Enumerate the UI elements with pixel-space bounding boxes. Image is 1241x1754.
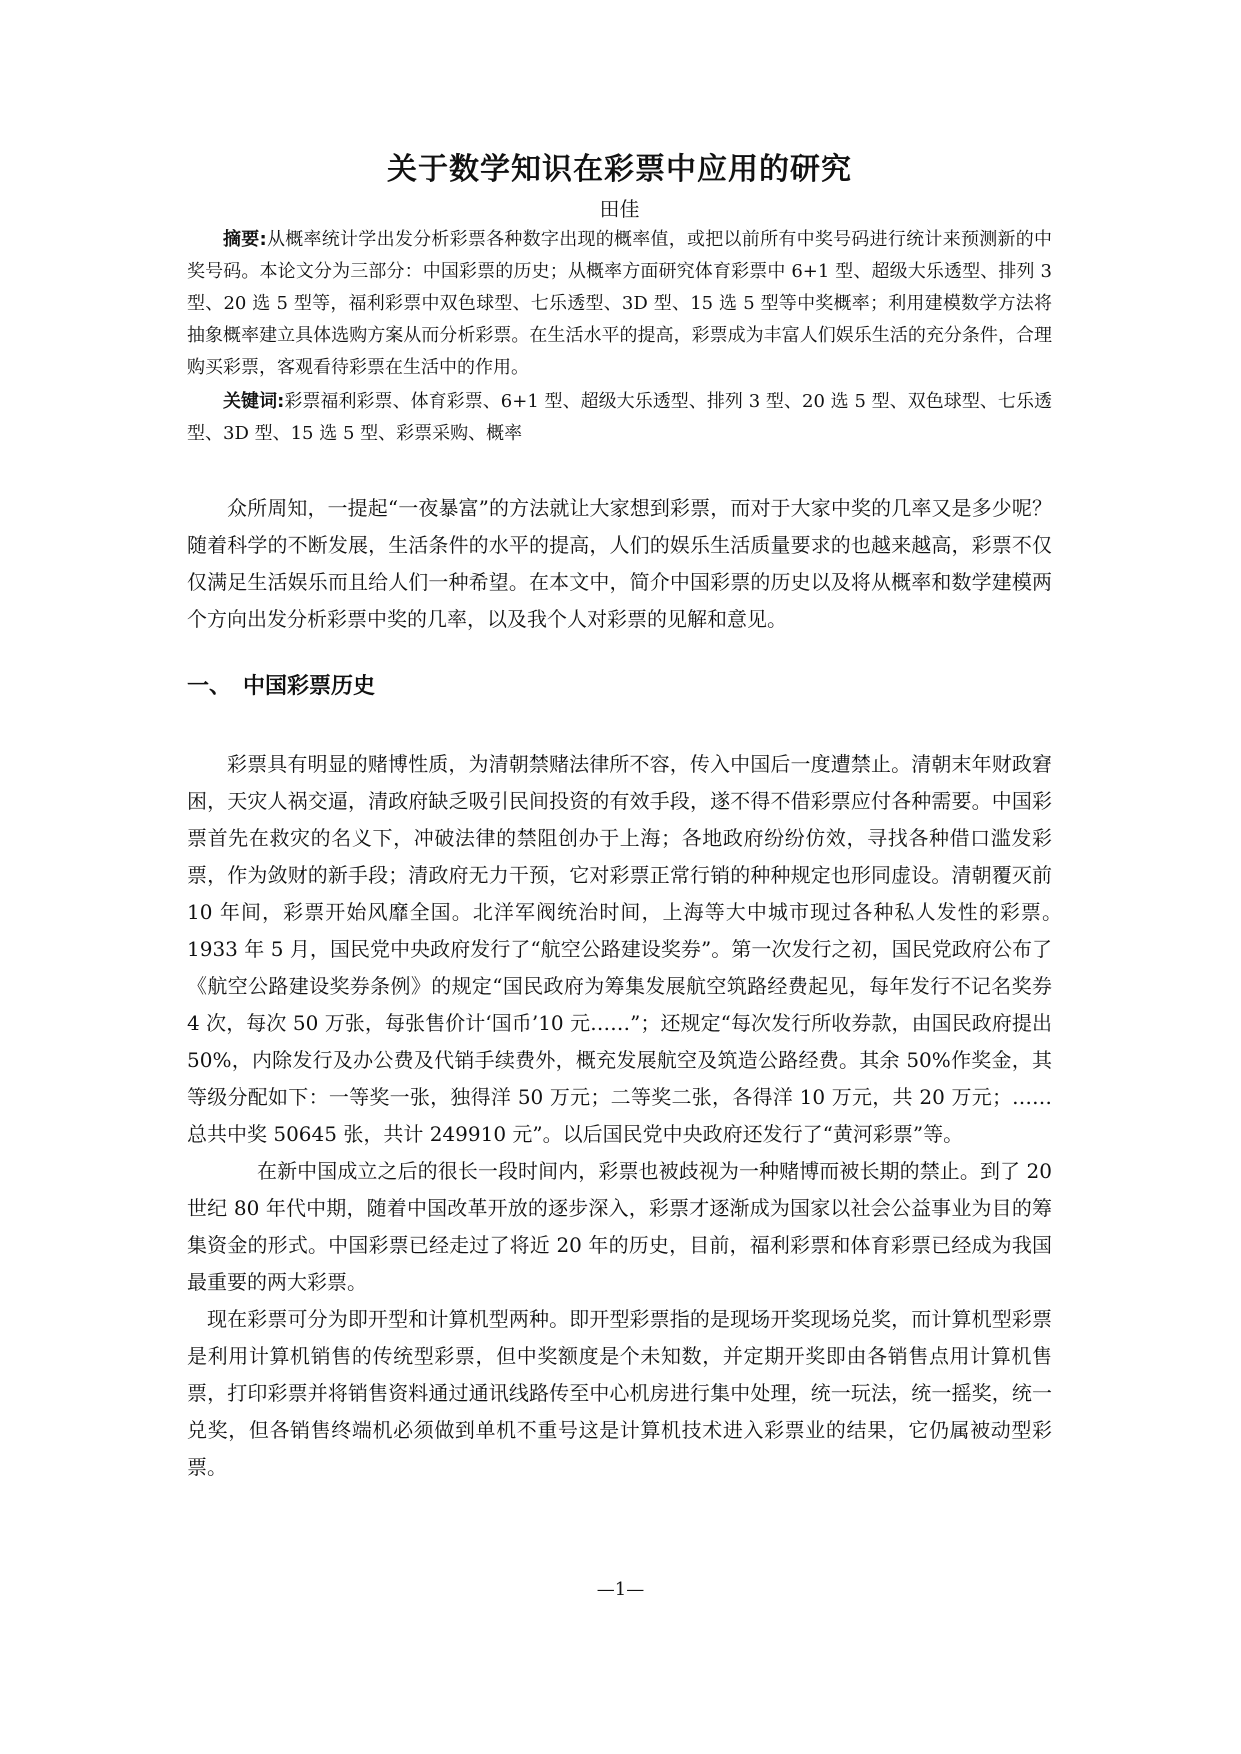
- section-heading: [187, 672, 1052, 702]
- page-number: —1—: [596, 1579, 645, 1600]
- abstract: [187, 224, 1052, 384]
- paper-title: 关于数学知识在彩票中应用的研究: [387, 152, 852, 187]
- paper-page: [187, 150, 1072, 1486]
- abstract-text: 从概率统计学出发分析彩票各种数字出现的概率值，或把以前所有中奖号码进行统计来预测新的中奖号码。本论文分为三部分：中国彩票的历史；从概率方面研究体育彩票中 6+1 型、超级大乐透型、排列 3 型、20 选 5 型等，福利彩票中双色球型、七乐透型、3D 型、15 选 5 型等中奖概率；利用建模数学方法将抽象概率建立具体选购方案从而分析彩票。在生活水平的提高，彩票成为丰富人们娱乐生活的充分条件，合理购买彩票，客观看待彩票在生活中的作用。: [187, 229, 1053, 378]
- section-paragraph: 彩票具有明显的赌博性质，为清朝禁赌法律所不容，传入中国后一度遭禁止。清朝末年财政窘困，天灾人祸交逼，清政府缺乏吸引民间投资的有效手段，遂不得不借彩票应付各种需要。中国彩票首先在救灾的名义下，冲破法律的禁阻创办于上海；各地政府纷纷仿效，寻找各种借口滥发彩票，作为敛财的新手段；清政府无力干预，它对彩票正常行销的种种规定也形同虚设。清朝覆灭前 10 年间，彩票开始风靡全国。北洋军阀统治时间，上海等大中城市现过各种私人发性的彩票。 1933 年 5 月，国民党中央政府发行了“航空公路建设奖券”。第一次发行之初，国民党政府公布了《航空公路建设奖券条例》的规定“国民政府为筹集发展航空筑路经费起见，每年发行不记名奖券 4 次，每次 50 万张，每张售价计‘国币’10 元……”；还规定“每次发行所收券款，由国民政府提出 50%，内除发行及办公费及代销手续费外，概充发展航空及筑造公路经费。其余 50%作奖金，其等级分配如下：一等奖一张，独得洋 50 万元；二等奖二张，各得洋 10 万元，共 20 万元；……总共中奖 50645 张，共计 249910 元”。以后国民党中央政府还发行了“黄河彩票”等。: [187, 752, 1072, 1146]
- keywords: [187, 386, 1052, 450]
- section-number: 一、: [187, 674, 232, 699]
- abstract-label: 摘要:: [223, 229, 267, 250]
- section-title: 中国彩票历史: [243, 674, 376, 699]
- section-paragraph: 在新中国成立之后的很长一段时间内，彩票也被歧视为一种赌博而被长期的禁止。到了 20 世纪 80 年代中期，随着中国改革开放的逐步深入，彩票才逐渐成为国家以社会公益事业为目的筹集资金的形式。中国彩票已经走过了将近 20 年的历史，目前，福利彩票和体育彩票已经成为我国最重要的两大彩票。: [187, 1159, 1052, 1294]
- section-paragraph: 现在彩票可分为即开型和计算机型两种。即开型彩票指的是现场开奖现场兑奖，而计算机型彩票是利用计算机销售的传统型彩票，但中奖额度是个未知数，并定期开奖即由各销售点用计算机售票，打印彩票并将销售资料通过通讯线路传至中心机房进行集中处理，统一玩法，统一摇奖，统一兑奖，但各销售终端机必须做到单机不重号这是计算机技术进入彩票业的结果，它仍属被动型彩票。: [187, 1307, 1052, 1479]
- keywords-label: 关键词:: [223, 391, 285, 412]
- author-name: 田佳: [599, 197, 640, 221]
- keywords-text: 彩票福利彩票、体育彩票、6+1 型、超级大乐透型、排列 3 型、20 选 5 型、双色球型、七乐透型、3D 型、15 选 5 型、彩票采购、概率: [187, 391, 1052, 444]
- intro-paragraph: 众所周知，一提起“一夜暴富”的方法就让大家想到彩票，而对于大家中奖的几率又是多少呢？随着科学的不断发展，生活条件的水平的提高，人们的娱乐生活质量要求的也越来越高，彩票不仅仅满足生活娱乐而且给人们一种希望。在本文中，简介中国彩票的历史以及将从概率和数学建模两个方向出发分析彩票中奖的几率，以及我个人对彩票的见解和意见。: [187, 496, 1052, 631]
